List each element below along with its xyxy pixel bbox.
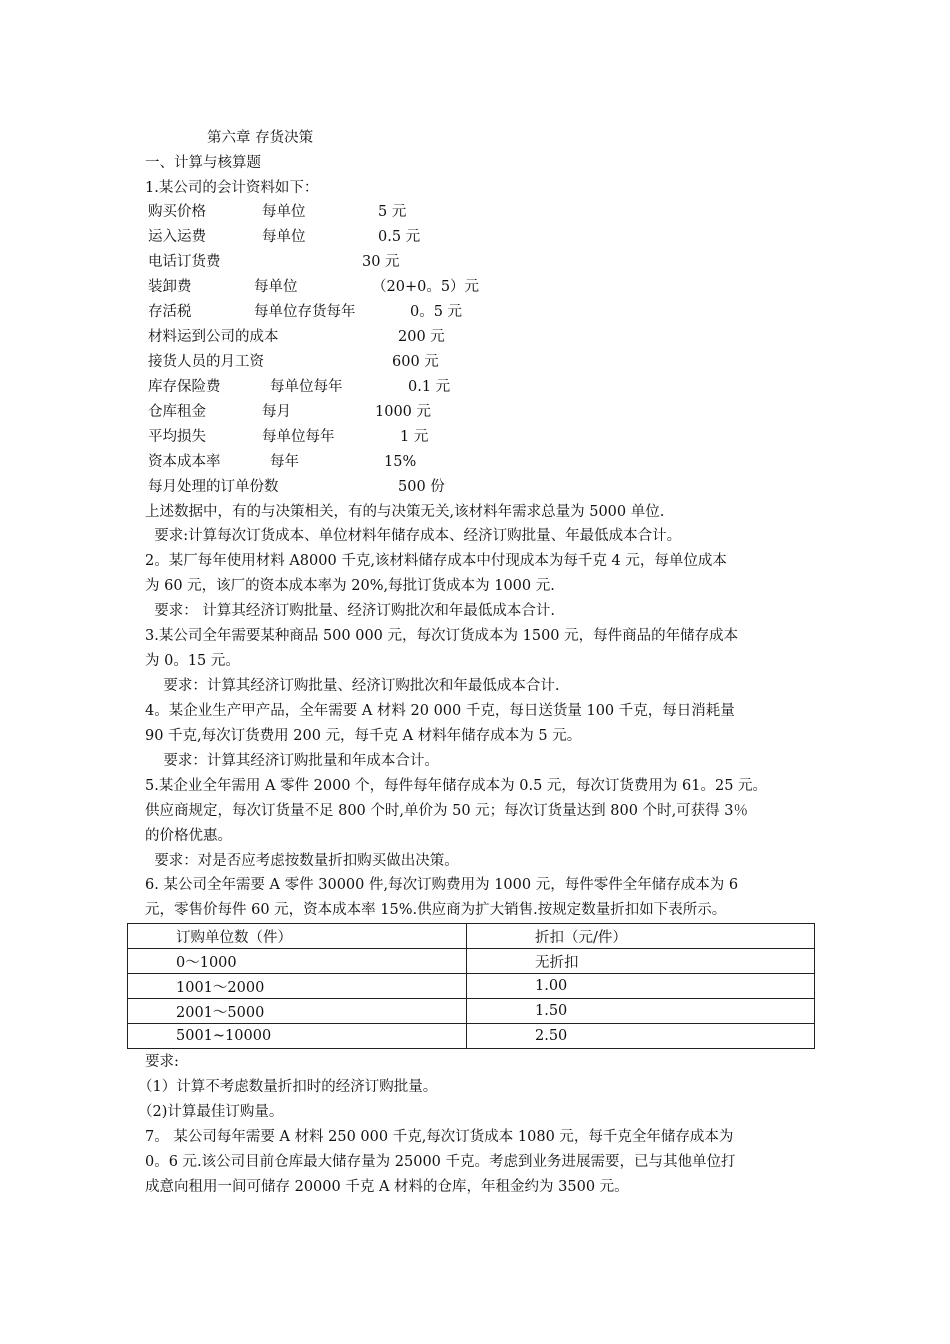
q1-row-name: 平均损失	[148, 429, 206, 445]
table-cell: 1.50	[467, 999, 815, 1024]
q7-line: 7。 某公司每年需要 A 材料 250 000 千克,每次订货成本 1080 元，每千克全年储存成本为	[145, 1129, 734, 1145]
q1-row-name: 材料运到公司的成本	[148, 329, 279, 345]
q1-row-name: 每月处理的订单份数	[148, 479, 279, 495]
q6-requirement: （1）计算不考虑数量折扣时的经济订购批量。	[138, 1079, 438, 1095]
q1-row-unit: 每单位每年	[270, 379, 343, 395]
q2-requirement: 要求： 计算其经济订购批量、经济订购批次和年最低成本合计.	[145, 603, 555, 619]
section-title: 一、计算与核算题	[145, 155, 261, 171]
q1-row-value: 0.1 元	[408, 379, 451, 395]
q6-line: 元，零售价每件 60 元，资本成本率 15%.供应商为扩大销售.按规定数量折扣如下表所示。	[145, 902, 727, 918]
q1-row-value: 1000 元	[375, 404, 432, 420]
q3-line: 3.某公司全年需要某种商品 500 000 元，每次订货成本为 1500 元，每件商品的年储存成本	[145, 628, 739, 644]
q1-row-name: 购买价格	[148, 204, 206, 220]
q1-row-value: 0.5 元	[378, 229, 421, 245]
q1-intro: 1.某公司的会计资料如下：	[145, 180, 319, 196]
q1-row-value: 5 元	[378, 204, 407, 220]
q1-row-name: 接货人员的月工资	[148, 354, 264, 370]
table-cell: 0～1000	[128, 949, 467, 974]
q1-row-unit: 每单位每年	[262, 429, 335, 445]
q1-row-value: 30 元	[362, 254, 400, 270]
table-cell: 1.00	[467, 974, 815, 999]
chapter-title: 第六章 存货决策	[207, 130, 314, 146]
q4-requirement: 要求：计算其经济订购批量和年成本合计。	[145, 753, 439, 769]
q3-line: 为 0。15 元。	[145, 653, 240, 669]
q1-row-unit: 每单位	[262, 204, 306, 220]
q2-line: 为 60 元，该厂的资本成本率为 20%,每批订货成本为 1000 元.	[145, 578, 555, 594]
table-cell: 5001~10000	[128, 1024, 467, 1049]
q1-row-unit: 每单位	[262, 229, 306, 245]
q4-line: 4。某企业生产甲产品，全年需要 A 材料 20 000 千克，每日送货量 100 千克，每日消耗量	[145, 703, 735, 719]
table-header-cell: 订购单位数（件）	[128, 924, 467, 949]
q3-requirement: 要求：计算其经济订购批量、经济订购批次和年最低成本合计.	[145, 678, 560, 694]
q1-row-name: 电话订货费	[148, 254, 221, 270]
q1-row-value: 0。5 元	[410, 304, 463, 320]
q1-row-name: 存活税	[148, 304, 192, 320]
q6-requirement-title: 要求:	[145, 1054, 179, 1070]
q7-line: 0。6 元.该公司目前仓库最大储存量为 25000 千克。考虑到业务进展需要，已与其他单位打	[145, 1154, 736, 1170]
table-row	[128, 949, 815, 974]
q1-row-name: 装卸费	[148, 279, 192, 295]
q1-row-value: 600 元	[392, 354, 439, 370]
q1-row-unit: 每单位	[254, 279, 298, 295]
q2-line: 2。某厂每年使用材料 A8000 千克,该材料储存成本中付现成本为每千克 4 元，每单位成本	[145, 553, 727, 569]
q1-row-name: 资本成本率	[148, 454, 221, 470]
q1-row-unit: 每单位存货每年	[254, 304, 356, 320]
q5-line: 5.某企业全年需用 A 零件 2000 个，每件每年储存成本为 0.5 元，每次订货费用为 61。25 元。	[145, 778, 768, 794]
q5-line: 供应商规定，每次订货量不足 800 个时,单价为 50 元；每次订货量达到 800 个时,可获得 3％	[145, 803, 749, 819]
q5-requirement: 要求：对是否应考虑按数量折扣购买做出决策。	[145, 853, 459, 869]
table-cell: 2.50	[467, 1024, 815, 1049]
q1-row-value: 15%	[384, 454, 417, 470]
q1-row-name: 仓库租金	[148, 404, 206, 420]
q1-row-value: （20+0。5）元	[372, 279, 480, 295]
q1-note: 上述数据中，有的与决策相关，有的与决策无关,该材料年需求总量为 5000 单位.	[145, 504, 665, 520]
q1-requirement: 要求:计算每次订货成本、单位材料年储存成本、经济订购批量、年最低成本合计。	[145, 528, 682, 544]
q7-line: 成意向租用一间可储存 20000 千克 A 材料的仓库，年租金约为 3500 元。	[145, 1179, 629, 1195]
q1-row-value: 1 元	[400, 429, 429, 445]
table-cell: 1001～2000	[128, 974, 467, 999]
q4-line: 90 千克,每次订货费用 200 元，每千克 A 材料年储存成本为 5 元。	[145, 728, 582, 744]
q1-row-name: 运入运费	[148, 229, 206, 245]
q1-row-unit: 每月	[262, 404, 291, 420]
table-header-cell: 折扣（元/件）	[467, 924, 815, 949]
q1-row-value: 500 份	[398, 479, 445, 495]
q6-line: 6. 某公司全年需要 A 零件 30000 件,每次订购费用为 1000 元，每件零件全年储存成本为 6	[145, 877, 739, 893]
q6-requirement: （2)计算最佳订购量。	[138, 1104, 284, 1120]
q1-row-value: 200 元	[398, 329, 445, 345]
table-header-row	[128, 924, 815, 949]
q5-line: 的价格优惠。	[145, 828, 232, 844]
q1-row-unit: 每年	[270, 454, 299, 470]
q1-row-name: 库存保险费	[148, 379, 221, 395]
table-cell: 2001～5000	[128, 999, 467, 1024]
table-row	[128, 1024, 815, 1049]
table-cell: 无折扣	[467, 949, 815, 974]
table-row	[128, 999, 815, 1024]
discount-table	[127, 923, 815, 1049]
table-row	[128, 974, 815, 999]
